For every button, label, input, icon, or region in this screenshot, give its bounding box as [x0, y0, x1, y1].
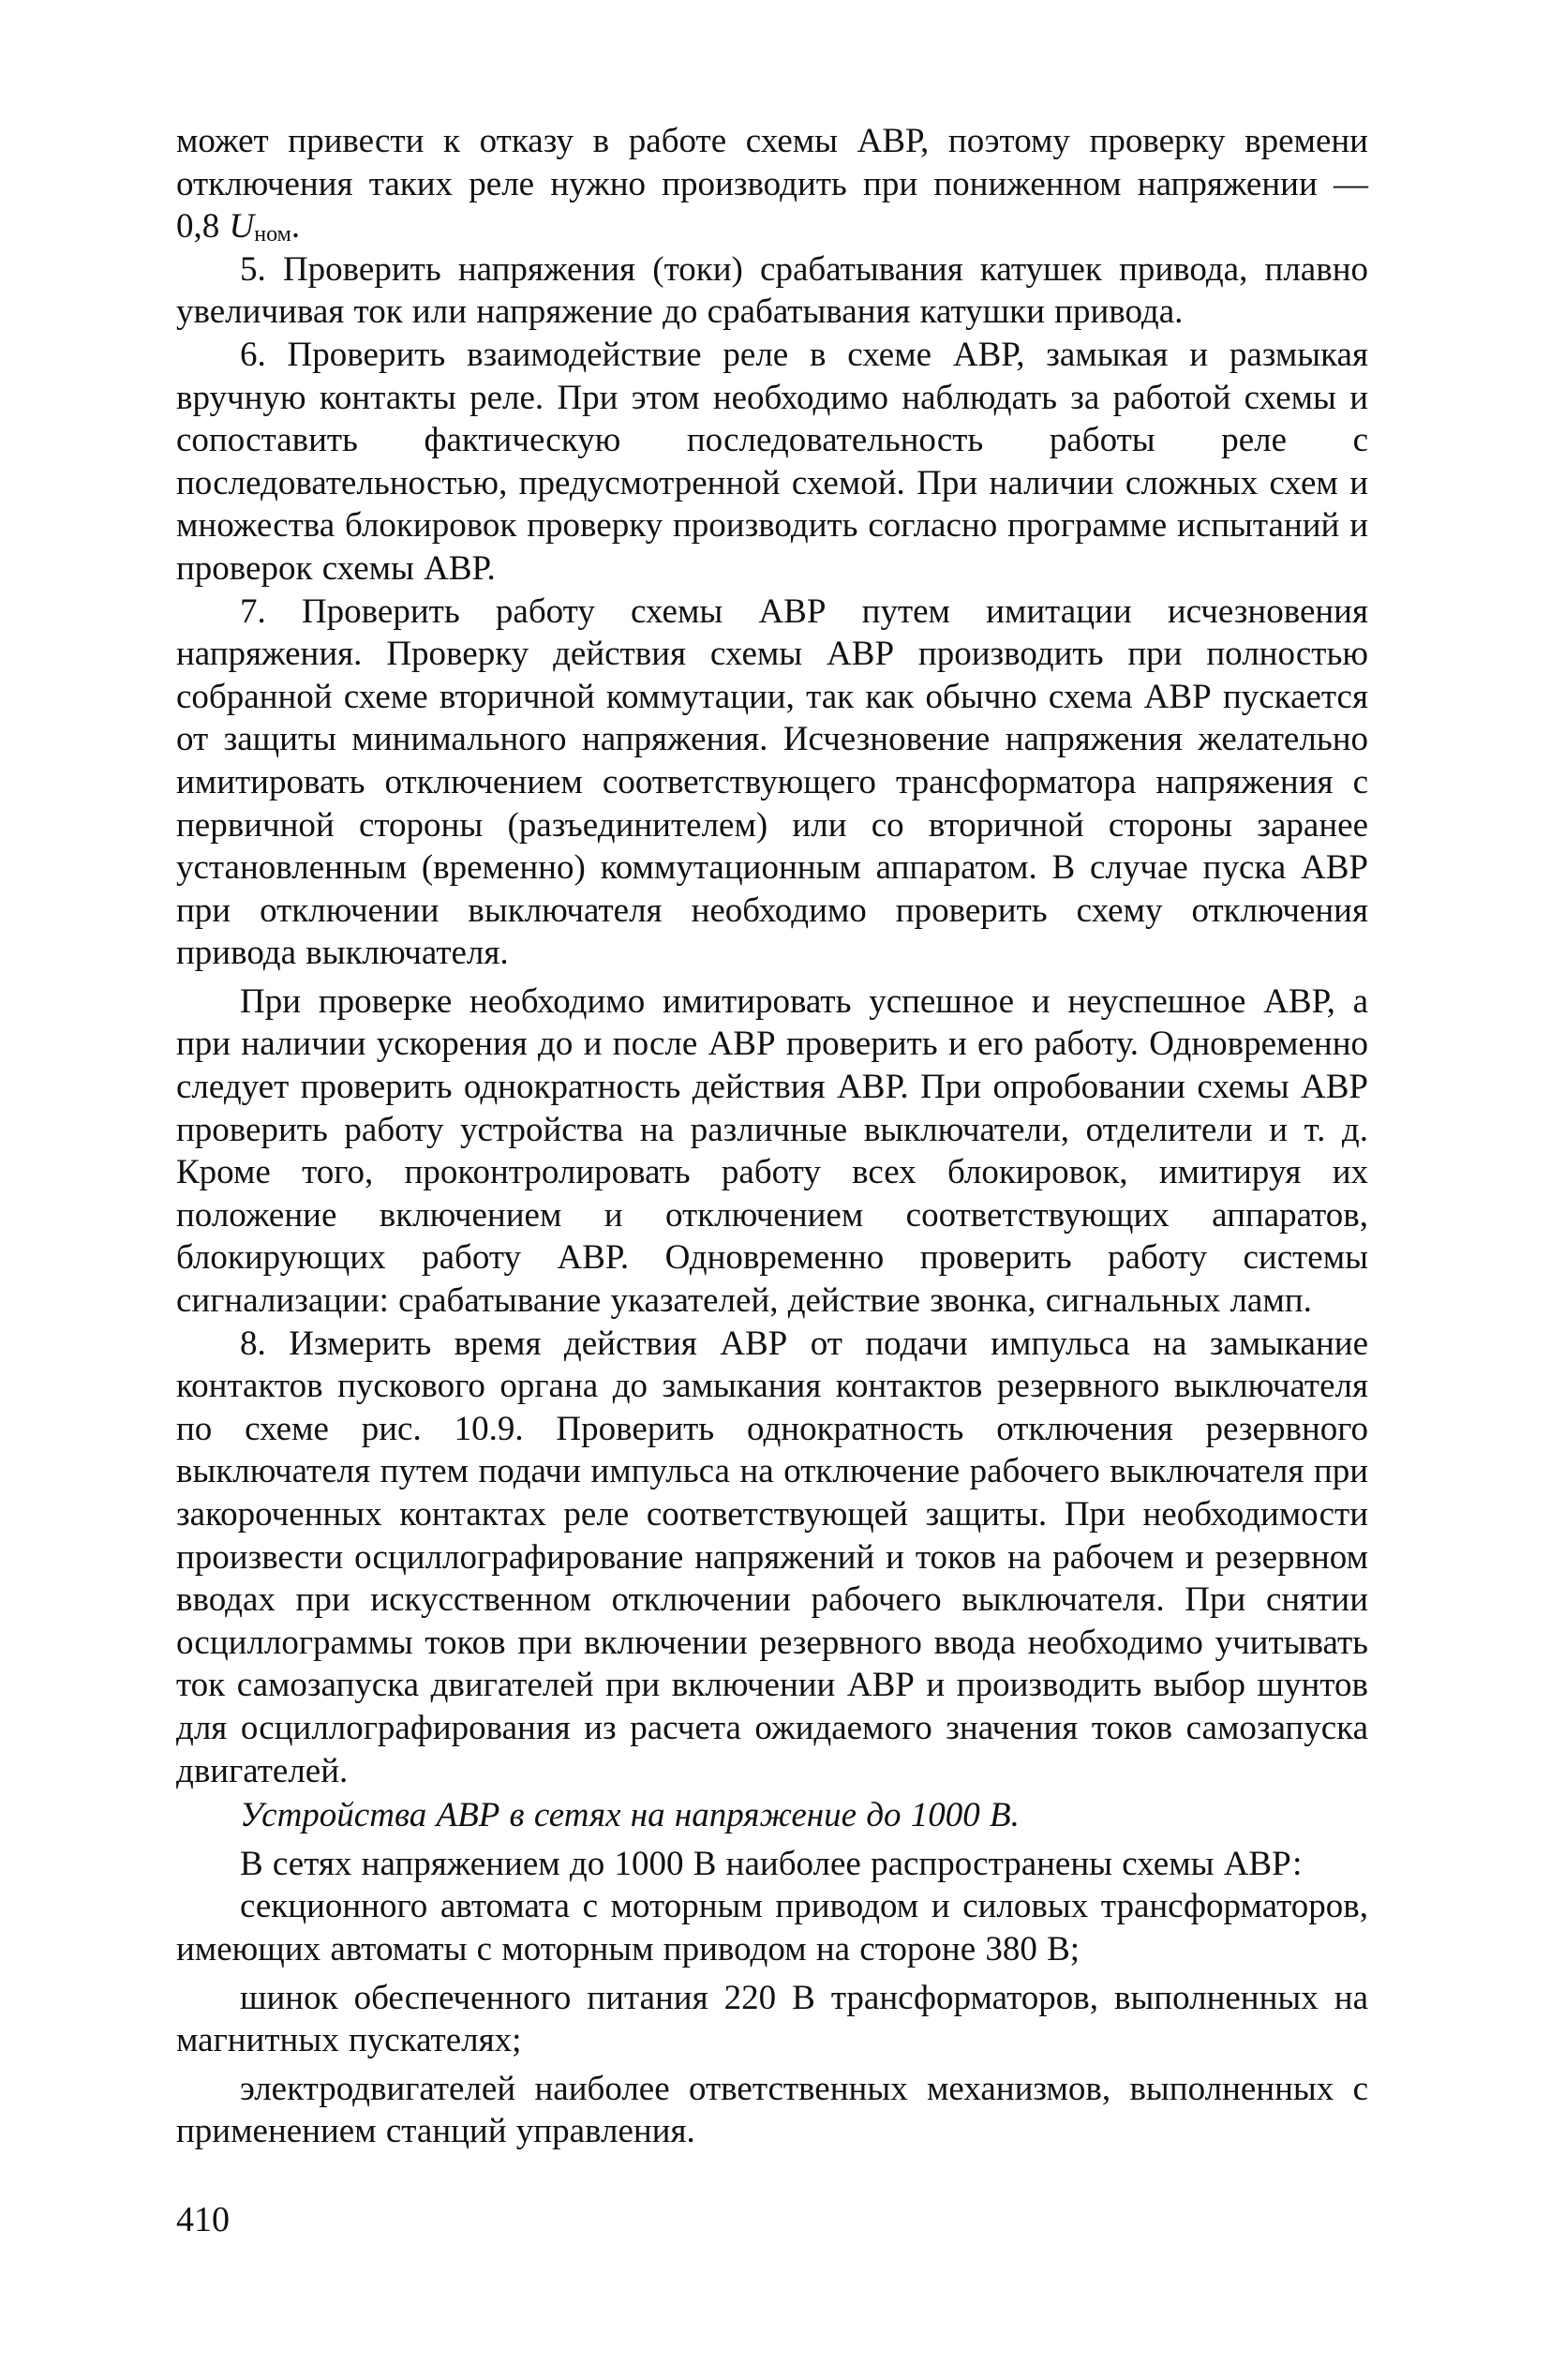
- section-item-1: секционного автомата с моторным приводом и силовых трансформаторов, имеющих автоматы с моторным приводом на стороне 380 В;: [176, 1887, 1368, 1968]
- section-intro: В сетях напряжением до 1000 В наиболее распространены схемы АВР:: [240, 1844, 1303, 1883]
- intro-text: может привести к отказу в работе схемы АВР, поэтому проверку времени отключения таких реле нужно производить при пониженном напряжении — 0,8: [176, 122, 1368, 247]
- section-item-2: шинок обеспеченного питания 220 В трансформаторов, выполненных на магнитных пускателях;: [176, 1978, 1368, 2060]
- section-item-3: электродвигателей наиболее ответственных механизмов, выполненных с применением станций управления.: [176, 2069, 1368, 2151]
- section-heading: Устройства АВР в сетях на напряжение до 1000 В.: [240, 1796, 1020, 1835]
- item-8: 8. Измерить время действия АВР от подачи импульса на замыкание контактов пускового органа до замыкания контактов резервного выключателя по схеме рис. 10.9. Проверить однократность отключения резервного выключателя путем подачи импульса на отключение рабочего выключателя при закороченных контактах реле соответствующей защиты. При необходимости произвести осциллографирование напряжений и токов на рабочем и резервном вводах при искусственном отключении рабочего выключателя. При снятии осциллограммы токов при включении резервного ввода необходимо учитывать ток самозапуска двигателей при включении АВР и производить выбор шунтов для осциллографирования из расчета ожидаемого значения токов самозапуска двигателей.: [176, 1324, 1368, 1790]
- intro-end: .: [291, 207, 301, 247]
- unom-symbol: [230, 207, 291, 246]
- page-number: 410: [176, 2200, 230, 2239]
- item-7: 7. Проверить работу схемы АВР путем имитации исчезновения напряжения. Проверку действия схемы АВР производить при полностью собранной схеме вторичной коммутации, так как обычно схема АВР пускается от защиты минимального напряжения. Исчезновение напряжения желательно имитировать отключением соответствующего трансформатора напряжения с первичной стороны (разъединителем) или со вторичной стороны заранее установленным (временно) коммутационным аппаратом. В случае пуска АВР при отключении выключателя необходимо проверить схему отключения привода выключателя.: [176, 591, 1368, 973]
- page-body: [176, 120, 1368, 2153]
- unom-letter: U: [229, 207, 255, 247]
- intro-paragraph: [176, 120, 1368, 248]
- item-5: 5. Проверить напряжения (токи) срабатывания катушек привода, плавно увеличивая ток или напряжение до срабатывания катушки привода.: [176, 249, 1368, 332]
- item-7-continuation: При проверке необходимо имитировать успешное и неуспешное АВР, а при наличии ускорения до и после АВР проверить и его работу. Одновременно следует проверить однократность действия АВР. При опробовании схемы АВР проверить работу устройства на различные выключатели, отделители и т. д. Кроме того, проконтролировать работу всех блокировок, имитируя их положение включением и отключением соответствующих аппаратов, блокирующих работу АВР. Одновременно проверить работу системы сигнализации: срабатывание указателей, действие звонка, сигнальных ламп.: [176, 981, 1368, 1321]
- item-6: 6. Проверить взаимодействие реле в схеме АВР, замыкая и размыкая вручную контакты реле. При этом необходимо наблюдать за работой схемы и сопоставить фактическую последовательность работы реле с последовательностью, предусмотренной схемой. При наличии сложных схем и множества блокировок проверку производить согласно программе испытаний и проверок схемы АВР.: [176, 335, 1368, 588]
- unom-subscript: ном: [254, 222, 291, 247]
